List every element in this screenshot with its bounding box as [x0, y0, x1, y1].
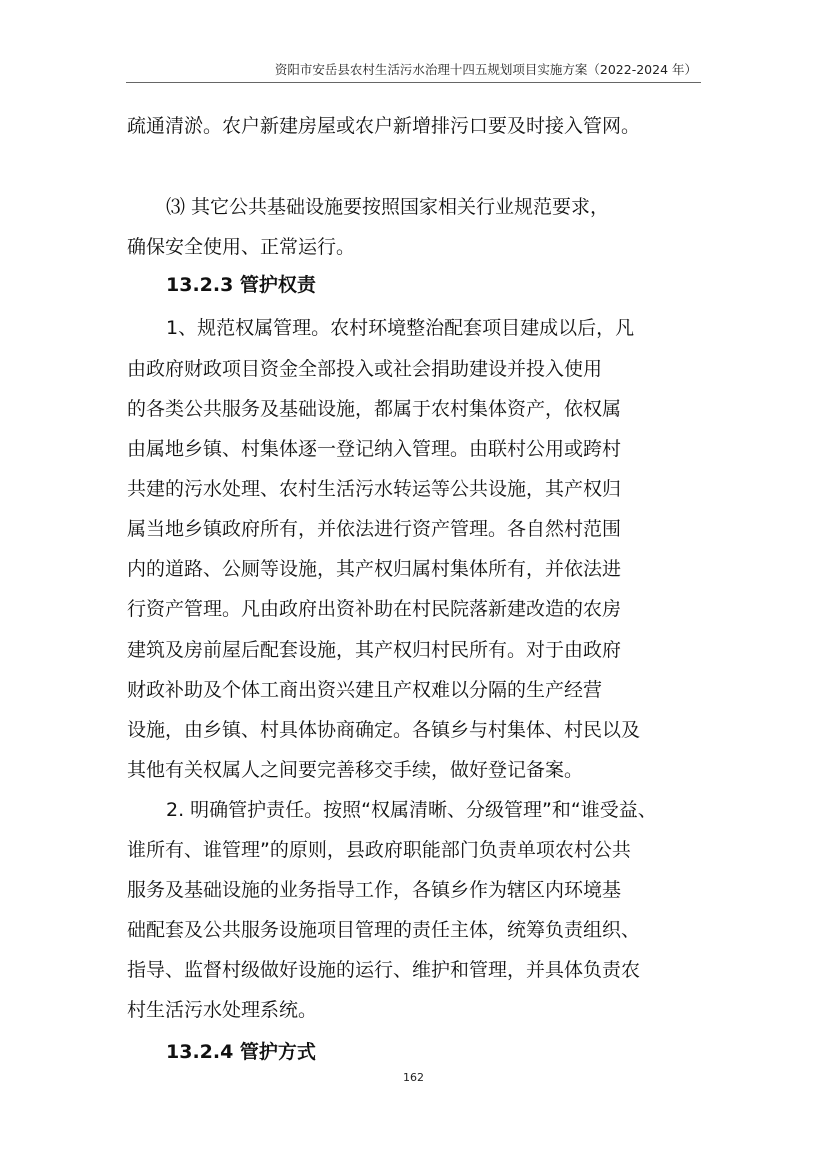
- paragraph-line: 属当地乡镇政府所有，并依法进行资产管理。各自然村范围: [127, 518, 622, 540]
- paragraph-line: 由政府财政项目资金全部投入或社会捐助建设并投入使用: [127, 358, 603, 380]
- section-heading: 13.2.4 管护方式: [166, 1041, 316, 1063]
- paragraph-line: 服务及基础设施的业务指导工作，各镇乡作为辖区内环境基: [127, 879, 622, 901]
- paragraph-line: 的各类公共服务及基础设施，都属于农村集体资产，依权属: [127, 398, 622, 420]
- paragraph-line: 共建的污水处理、农村生活污水转运等公共设施，其产权归: [127, 478, 622, 500]
- paragraph-line: 谁所有、谁管理”的原则，县政府职能部门负责单项农村公共: [127, 839, 631, 861]
- paragraph-line: 由属地乡镇、村集体逐一登记纳入管理。由联村公用或跨村: [127, 438, 622, 460]
- paragraph-line: 确保安全使用、正常运行。: [127, 236, 356, 258]
- paragraph-line: ⑶ 其它公共基础设施要按照国家相关行业规范要求，: [166, 196, 610, 218]
- paragraph-line: 设施，由乡镇、村具体协商确定。各镇乡与村集体、村民以及: [127, 719, 641, 741]
- paragraph-line: 行资产管理。凡由政府出资补助在村民院落新建改造的农房: [127, 598, 622, 620]
- paragraph-line: 村生活污水处理系统。: [127, 999, 318, 1021]
- paragraph-line: 础配套及公共服务设施项目管理的责任主体，统筹负责组织、: [127, 919, 641, 941]
- paragraph-line: 指导、监督村级做好设施的运行、维护和管理，并具体负责农: [127, 959, 641, 981]
- paragraph-line: 内的道路、公厕等设施，其产权归属村集体所有，并依法进: [127, 558, 622, 580]
- paragraph-line: 1、规范权属管理。农村环境整治配套项目建成以后，凡: [166, 317, 635, 339]
- paragraph-line: 其他有关权属人之间要完善移交手续，做好登记备案。: [127, 759, 584, 781]
- paragraph-line: 财政补助及个体工商出资兴建且产权难以分隔的生产经营: [127, 679, 603, 701]
- paragraph-line: 2. 明确管护责任。按照“权属清晰、分级管理”和“谁受益、: [166, 799, 657, 821]
- section-heading: 13.2.3 管护权责: [166, 274, 316, 296]
- paragraph-line: 疏通清淤。农户新建房屋或农户新增排污口要及时接入管网。: [127, 115, 641, 137]
- header-rule: [126, 82, 701, 83]
- running-header: 资阳市安岳县农村生活污水治理十四五规划项目实施方案（2022-2024 年）: [274, 62, 697, 77]
- paragraph-line: 建筑及房前屋后配套设施，其产权归村民所有。对于由政府: [127, 639, 622, 661]
- page-number: 162: [403, 1071, 424, 1084]
